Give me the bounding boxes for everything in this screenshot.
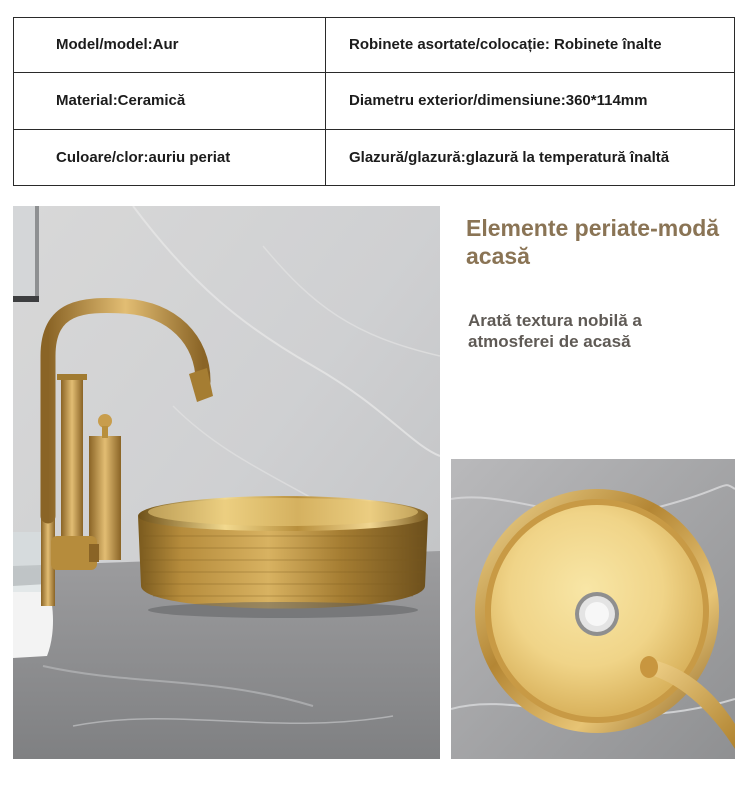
gold-sink-with-faucet-illustration: [13, 206, 440, 759]
spec-table: [13, 17, 735, 186]
promo-headline: Elemente periate-modă acasă: [466, 215, 720, 269]
spec-row: [14, 73, 734, 130]
spec-row: [14, 18, 734, 73]
spec-material: Material:Ceramică: [14, 73, 326, 129]
gold-sink-top-view-illustration: [451, 459, 735, 759]
spec-dimension: Diametru exterior/dimensiune:360*114mm: [349, 92, 648, 109]
spec-row: [14, 130, 734, 185]
spec-glaze: Glazură/glazură:glazură la temperatură înaltă: [349, 148, 670, 166]
spec-model: Model/model:Aur: [14, 18, 326, 72]
main-product-photo: [13, 206, 440, 759]
spec-color: Culoare/clor:auriu periat: [14, 130, 326, 185]
detail-product-photo: [451, 459, 735, 759]
promo-subline: Arată textura nobilă a atmosferei de acasă: [468, 311, 642, 351]
spec-faucet: Robinete asortate/colocație: Robinete înalte: [349, 36, 662, 53]
